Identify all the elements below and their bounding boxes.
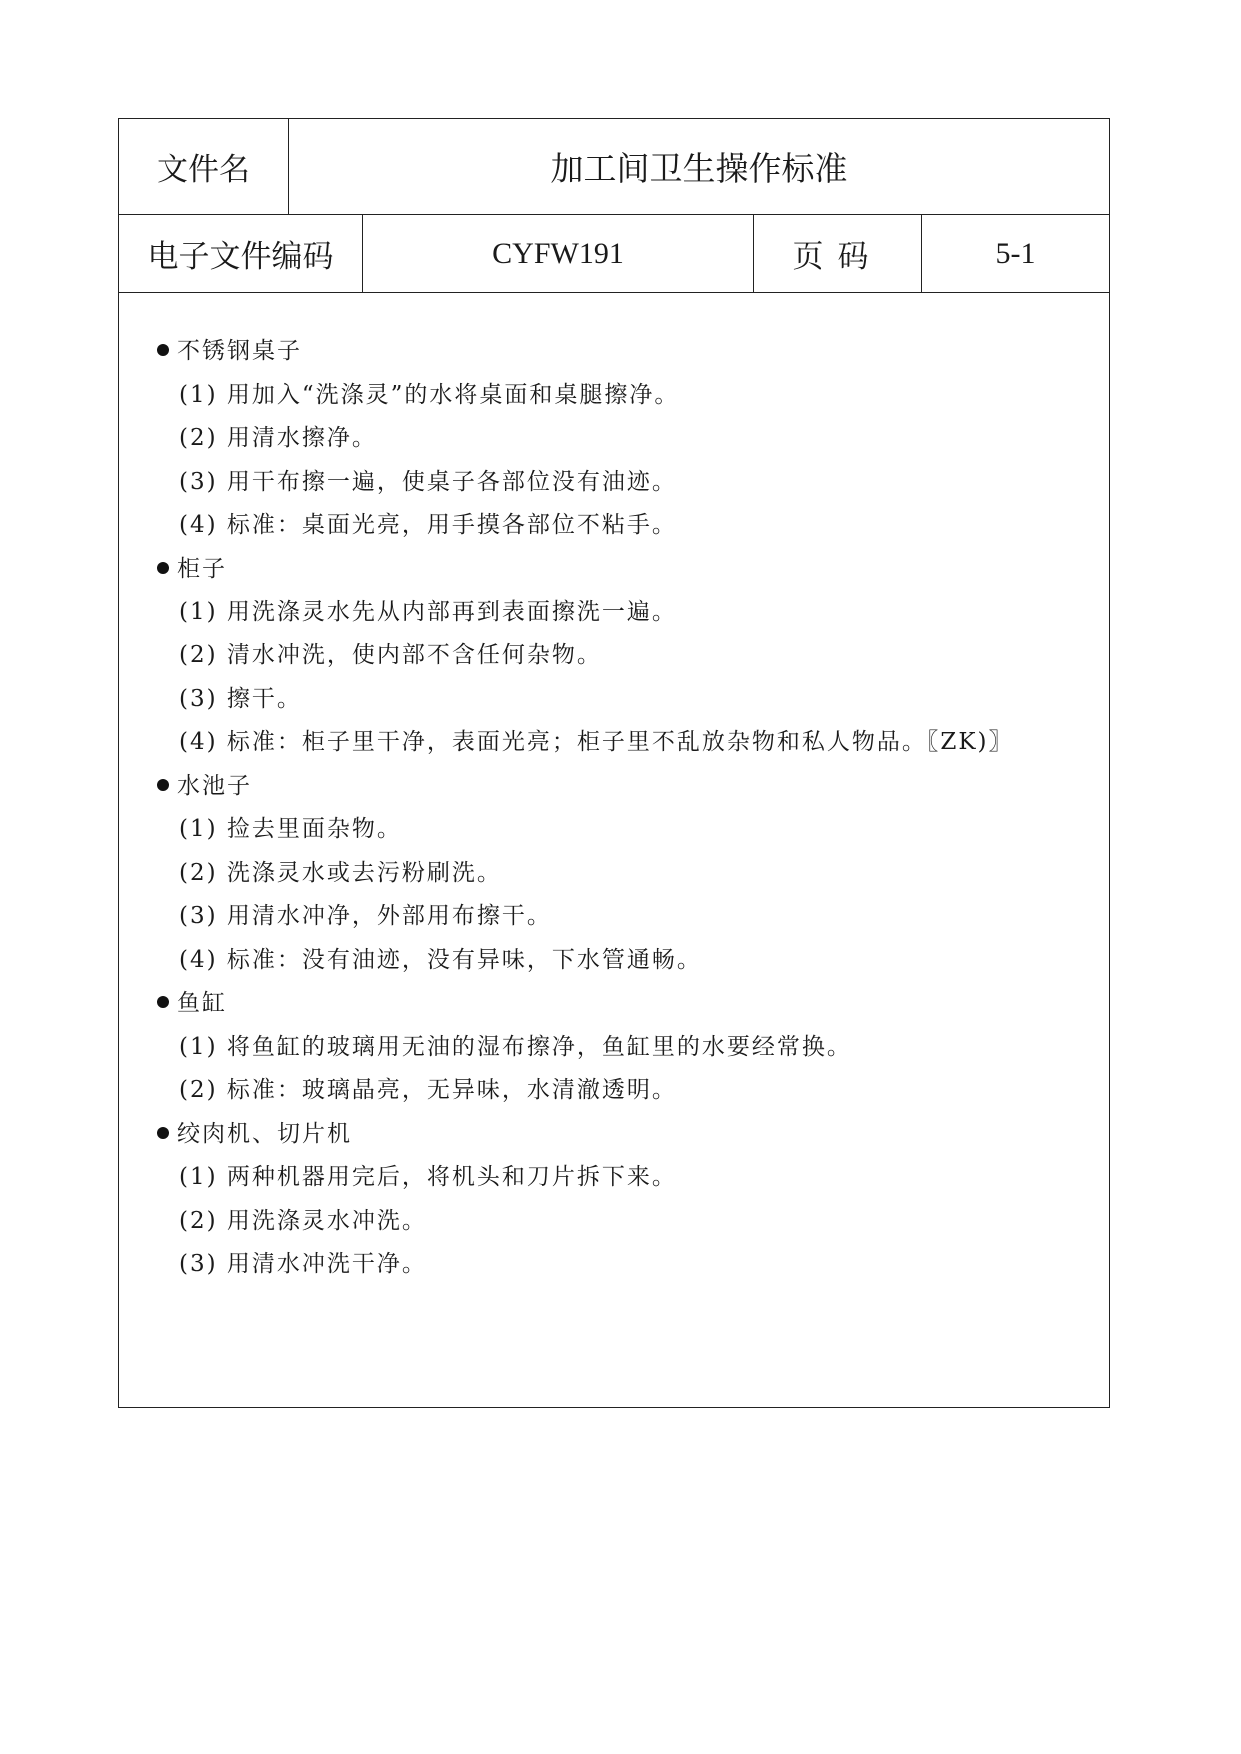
- list-item: (3) 用干布擦一遍，使桌子各部位没有油迹。: [179, 469, 677, 495]
- bullet-icon: [157, 779, 169, 791]
- bullet-icon: [157, 996, 169, 1008]
- file-name-label: 文件名: [119, 119, 289, 214]
- list-item: (1) 将鱼缸的玻璃用无油的湿布擦净，鱼缸里的水要经常换。: [179, 1034, 852, 1060]
- list-item: (2) 用洗涤灵水冲洗。: [179, 1208, 427, 1234]
- section-heading-text: 鱼缸: [177, 990, 227, 1016]
- list-item: (2) 用清水擦净。: [179, 425, 377, 451]
- bullet-icon: [157, 562, 169, 574]
- header-row-meta: [119, 215, 1109, 293]
- list-item: (3) 用清水冲洗干净。: [179, 1251, 427, 1277]
- list-item: (2) 清水冲洗，使内部不含任何杂物。: [179, 642, 602, 668]
- page-label: 页码: [754, 215, 922, 292]
- list-item: (4) 标准：柜子里干净，表面光亮；柜子里不乱放杂物和私人物品。〖ZK)〗: [179, 729, 1014, 755]
- list-item: (2) 洗涤灵水或去污粉刷洗。: [179, 860, 502, 886]
- section-heading: [119, 1114, 352, 1154]
- section-heading: [119, 549, 227, 589]
- section-heading: [119, 766, 252, 806]
- list-item: (3) 擦干。: [179, 686, 302, 712]
- document-body: [119, 293, 1109, 1407]
- list-item: (1) 两种机器用完后，将机头和刀片拆下来。: [179, 1164, 677, 1190]
- bullet-icon: [157, 1127, 169, 1139]
- list-item: (1) 用加入“洗涤灵”的水将桌面和桌腿擦净。: [179, 382, 680, 408]
- list-item: (2) 标准：玻璃晶亮，无异味，水清澈透明。: [179, 1077, 677, 1103]
- list-item: (1) 用洗涤灵水先从内部再到表面擦洗一遍。: [179, 599, 677, 625]
- section-heading-text: 绞肉机、切片机: [177, 1121, 352, 1147]
- page-number: 5-1: [995, 236, 1036, 270]
- file-code-label: 电子文件编码: [119, 215, 363, 292]
- list-item: (4) 标准：没有油迹，没有异味，下水管通畅。: [179, 947, 702, 973]
- section-heading-text: 柜子: [177, 556, 227, 582]
- section-heading: [119, 331, 302, 371]
- header-row-title: [119, 119, 1109, 215]
- section-heading-text: 不锈钢桌子: [177, 338, 302, 364]
- file-code-value: CYFW191: [363, 215, 754, 292]
- section-heading: [119, 983, 227, 1023]
- document-frame: [118, 118, 1110, 1408]
- section-heading-text: 水池子: [177, 773, 252, 799]
- list-item: (4) 标准：桌面光亮，用手摸各部位不粘手。: [179, 512, 677, 538]
- list-item: (3) 用清水冲净，外部用布擦干。: [179, 903, 552, 929]
- document-title: 加工间卫生操作标准: [550, 149, 848, 188]
- list-item: (1) 捡去里面杂物。: [179, 816, 402, 842]
- bullet-icon: [157, 344, 169, 356]
